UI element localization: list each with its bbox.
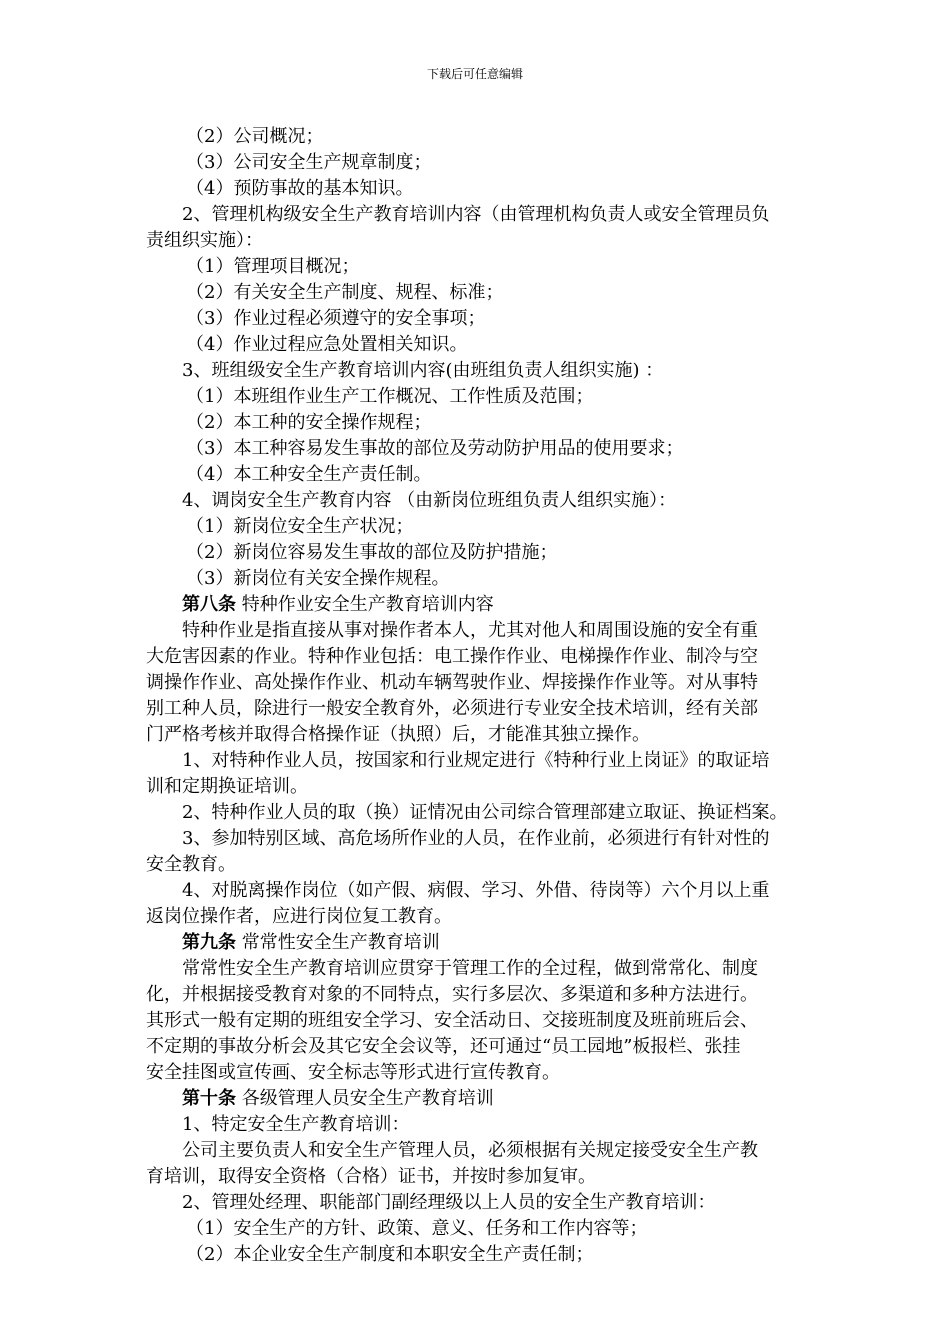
line-text: 安全挂图或宣传画、安全标志等形式进行宣传教育。 (146, 1062, 560, 1083)
text-line (146, 904, 814, 930)
line-text: 化，并根据接受教育对象的不同特点，实行多层次、多渠道和多种方法进行。 (146, 984, 758, 1005)
line-text: （2）本企业安全生产制度和本职安全生产责任制； (186, 1244, 594, 1265)
line-text: 公司主要负责人和安全生产管理人员，必须根据有关规定接受安全生产教 (182, 1140, 758, 1161)
text-line (146, 488, 814, 514)
text-line (146, 774, 814, 800)
line-text: 调操作作业、高处操作作业、机动车辆驾驶作业、焊接操作作业等。对从事特 (146, 672, 758, 693)
line-text: （1）安全生产的方针、政策、意义、任务和工作内容等； (186, 1218, 648, 1239)
line-text: 2、特种作业人员的取（换）证情况由公司综合管理部建立取证、换证档案。 (182, 802, 788, 823)
line-text: （2）新岗位容易发生事故的部位及防护措施； (186, 542, 558, 563)
text-line (146, 358, 814, 384)
line-text: 各级管理人员安全生产教育培训 (236, 1088, 494, 1109)
line-text: 特种作业安全生产教育培训内容 (236, 594, 494, 615)
text-line (146, 1242, 814, 1268)
text-line (146, 1060, 814, 1086)
line-text: 安全教育。 (146, 854, 236, 875)
text-line (146, 1008, 814, 1034)
line-text: 常常性安全生产教育培训 (236, 932, 440, 953)
text-line (146, 748, 814, 774)
text-line (146, 696, 814, 722)
text-line (146, 1034, 814, 1060)
line-text: 其形式一般有定期的班组安全学习、安全活动日、交接班制度及班前班后会、 (146, 1010, 758, 1031)
line-text: 训和定期换证培训。 (146, 776, 308, 797)
line-text: 2、管理机构级安全生产教育培训内容（由管理机构负责人或安全管理员负 (182, 204, 770, 225)
line-text: 常常性安全生产教育培训应贯穿于管理工作的全过程，做到常常化、制度 (182, 958, 758, 979)
line-text: （2）有关安全生产制度、规程、标准； (186, 282, 504, 303)
text-line (146, 176, 814, 202)
line-text: （3）公司安全生产规章制度； (186, 152, 432, 173)
text-line (146, 722, 814, 748)
text-line (146, 956, 814, 982)
line-text: （3）本工种容易发生事故的部位及劳动防护用品的使用要求； (186, 438, 684, 459)
text-line (146, 280, 814, 306)
text-line (146, 1216, 814, 1242)
line-text: （2）本工种的安全操作规程； (186, 412, 432, 433)
line-text: （3）作业过程必须遵守的安全事项； (186, 308, 486, 329)
line-text: 别工种人员，除进行一般安全教育外，必须进行专业安全技术培训，经有关部 (146, 698, 758, 719)
line-text: 返岗位操作者，应进行岗位复工教育。 (146, 906, 452, 927)
text-line (146, 800, 814, 826)
text-line (146, 228, 814, 254)
line-text: 大危害因素的作业。特种作业包括：电工操作作业、电梯操作作业、制冷与空 (146, 646, 758, 667)
line-text: （1）管理项目概况； (186, 256, 360, 277)
line-text: 不定期的事故分析会及其它安全会议等，还可通过“员工园地”板报栏、张挂 (146, 1036, 741, 1057)
text-line (146, 514, 814, 540)
text-line (146, 332, 814, 358)
text-line (146, 410, 814, 436)
text-line (146, 852, 814, 878)
article-number: 第十条 (182, 1088, 236, 1109)
line-text: 门严格考核并取得合格操作证（执照）后，才能准其独立操作。 (146, 724, 650, 745)
line-text: （2）公司概况； (186, 126, 324, 147)
text-line (146, 1112, 814, 1138)
line-text: （4）本工种安全生产责任制。 (186, 464, 432, 485)
text-line (146, 202, 814, 228)
text-line (146, 436, 814, 462)
text-line (146, 1190, 814, 1216)
line-text: 特种作业是指直接从事对操作者本人，尤其对他人和周围设施的安全有重 (182, 620, 758, 641)
text-line (146, 540, 814, 566)
article-number: 第九条 (182, 932, 236, 953)
text-line (146, 982, 814, 1008)
line-text: 育培训，取得安全资格（合格）证书，并按时参加复审。 (146, 1166, 596, 1187)
article-heading-line (146, 930, 814, 956)
line-text: 责组织实施）： (146, 230, 263, 251)
text-line (146, 254, 814, 280)
line-text: 3、班组级安全生产教育培训内容(由班组负责人组织实施) ： (182, 360, 664, 381)
line-text: （4）作业过程应急处置相关知识。 (186, 334, 468, 355)
line-text: （4）预防事故的基本知识。 (186, 178, 414, 199)
text-line (146, 124, 814, 150)
line-text: 4、调岗安全生产教育内容 （由新岗位班组负责人组织实施）： (182, 490, 677, 511)
line-text: 2、管理处经理、职能部门副经理级以上人员的安全生产教育培训： (182, 1192, 716, 1213)
text-line (146, 670, 814, 696)
text-line (146, 306, 814, 332)
line-text: 4、对脱离操作岗位（如产假、病假、学习、外借、待岗等）六个月以上重 (182, 880, 770, 901)
text-line (146, 618, 814, 644)
text-line (146, 150, 814, 176)
text-line (146, 644, 814, 670)
document-body (146, 124, 814, 1268)
line-text: （1）本班组作业生产工作概况、工作性质及范围； (186, 386, 594, 407)
text-line (146, 384, 814, 410)
text-line (146, 878, 814, 904)
article-number: 第八条 (182, 594, 236, 615)
text-line (146, 566, 814, 592)
text-line (146, 462, 814, 488)
line-text: 1、特定安全生产教育培训： (182, 1114, 410, 1135)
page-header: 下载后可任意编辑 (426, 67, 523, 81)
text-line (146, 826, 814, 852)
line-text: （1）新岗位安全生产状况； (186, 516, 414, 537)
article-heading-line (146, 1086, 814, 1112)
line-text: 1、对特种作业人员，按国家和行业规定进行《特种行业上岗证》的取证培 (182, 750, 770, 771)
text-line (146, 1164, 814, 1190)
article-heading-line (146, 592, 814, 618)
line-text: 3、参加特别区域、高危场所作业的人员，在作业前，必须进行有针对性的 (182, 828, 770, 849)
text-line (146, 1138, 814, 1164)
line-text: （3）新岗位有关安全操作规程。 (186, 568, 450, 589)
